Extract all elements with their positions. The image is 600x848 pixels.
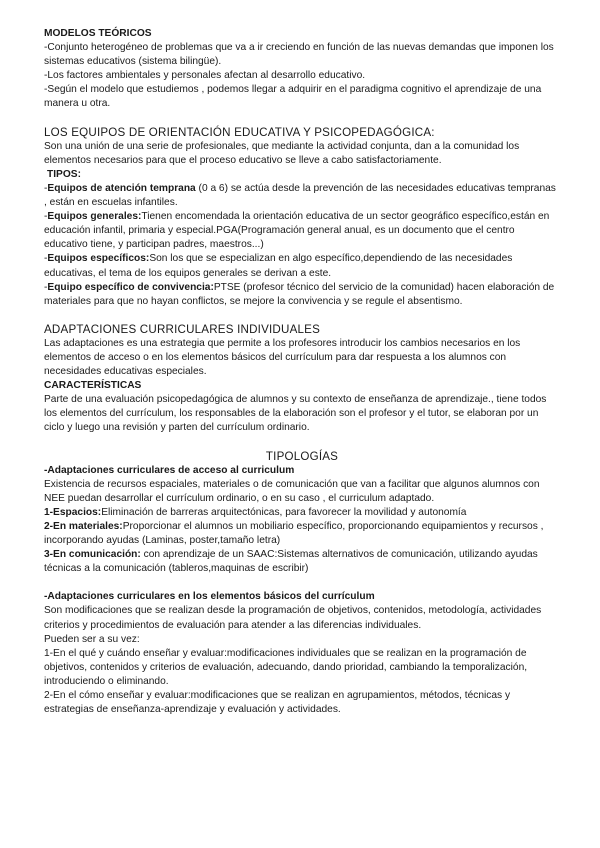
adaptaciones-intro: Las adaptaciones es una estrategia que permite a los profesores introducir los cambios necesarios en los elementos de acceso o en los elementos básicos del currículum para dar respuesta a los alumnos con necesidades educativas especiales. — [44, 337, 521, 378]
adaptaciones-title: ADAPTACIONES CURRICULARES INDIVIDUALES — [44, 322, 321, 336]
equipos-item: -Equipo específico de convivencia:PTSE (profesor técnico del servicio de la comunidad) hacen elaboración de materiales para que no hayan conflictos, se mejore la convivencia y se regule el absentismo. — [44, 281, 555, 307]
acceso-heading: -Adaptaciones curriculares de acceso al curriculum — [44, 464, 295, 476]
acceso-item: 1-Espacios:Eliminación de barreras arquitectónicas, para favorecer la movilidad y autonomía — [44, 506, 467, 518]
tipologias-title: TIPOLOGÍAS — [265, 449, 339, 463]
equipos-item: -Equipos de atención temprana (0 a 6) se actúa desde la prevención de las necesidades educativas tempranas , están en escuelas infantiles. — [44, 182, 556, 209]
tipos-label: TIPOS: — [47, 168, 81, 180]
caracteristicas-text: Parte de una evaluación psicopedagógica de alumnos y su contexto de enseñanza de aprendizaje., tiene todos los elementos del currículum, los responsables de la elaboración son el profesor y el tutor, se elaboran por un ciclo y luego una revisión y parten del currículum ordinario. — [44, 394, 547, 434]
equipos-intro: Son una unión de una serie de profesionales, que mediante la actividad conjunta, dan a la comunidad los elementos necesarios para que el proceso educativo se lleve a cabo satisfactoriamente. — [44, 140, 520, 166]
modelos-line: -Según el modelo que estudiemos , podemos llegar a adquirir en el paradigma cognitivo el aprendizaje de una manera u otra. — [44, 84, 542, 110]
caracteristicas-label: CARACTERÍSTICAS — [44, 380, 142, 392]
basicos-item: 2-En el cómo enseñar y evaluar:modificaciones que se realizan en agrupamientos, métodos, técnicas y estrategias de enseñanza-aprendizaje y evaluación y actividades. — [44, 690, 511, 716]
basicos-pueden: Pueden ser a su vez: — [44, 633, 140, 645]
document-page — [44, 27, 560, 717]
equipos-item: -Equipos generales:Tienen encomendada la orientación educativa de un sector geográfico específico,están en educación infantil, primaria y especial.PGA(Programación general anual, es un documento que el centro educativo tiene, y participan padres, maestros...) — [44, 211, 550, 251]
equipos-item: -Equipos específicos:Son los que se especializan en algo específico,dependiendo de las necesidades educativas, el tema de los equipos generales se derivan a este. — [44, 253, 513, 279]
acceso-intro: Existencia de recursos espaciales, materiales o de comunicación que van a facilitar que algunos alumnos con NEE puedan desarrollar el currículum ordinario, o en su caso , el curriculum adaptado. — [44, 478, 540, 504]
acceso-item: 2-En materiales:Proporcionar el alumnos un mobiliario específico, proporcionando equipamientos y recursos , incorporando ayudas (Laminas, poster,tamaño letra) — [44, 521, 544, 547]
modelos-title: MODELOS TEÓRICOS — [44, 28, 152, 39]
equipos-title: LOS EQUIPOS DE ORIENTACIÓN EDUCATIVA Y PSICOPEDAGÓGICA: — [44, 125, 435, 139]
basicos-intro: Son modificaciones que se realizan desde la programación de objetivos, contenidos, metodología, actividades criterios y procedimientos de evaluación para atender a las diferencias individuales. — [44, 605, 542, 631]
basicos-item: 1-En el qué y cuándo enseñar y evaluar:modificaciones individuales que se realizan en la programación de objetivos, contenidos y criterios de evaluación, adecuando, dando prioridad, cambiando la temporalización, introduciendo o eliminando. — [44, 647, 528, 687]
acceso-item: 3-En comunicación: con aprendizaje de un SAAC:Sistemas alternativos de comunicación, utilizando ayudas técnicas a la comunicación (tableros,maquinas de escribir) — [44, 549, 538, 575]
basicos-heading: -Adaptaciones curriculares en los elementos básicos del currículum — [44, 591, 375, 603]
modelos-line: -Conjunto heterogéneo de problemas que va a ir creciendo en función de las nuevas demandas que imponen los sistemas educativos (sistema bilingüe). — [44, 42, 554, 68]
modelos-line: -Los factores ambientales y personales afectan al desarrollo educativo. — [44, 70, 366, 82]
